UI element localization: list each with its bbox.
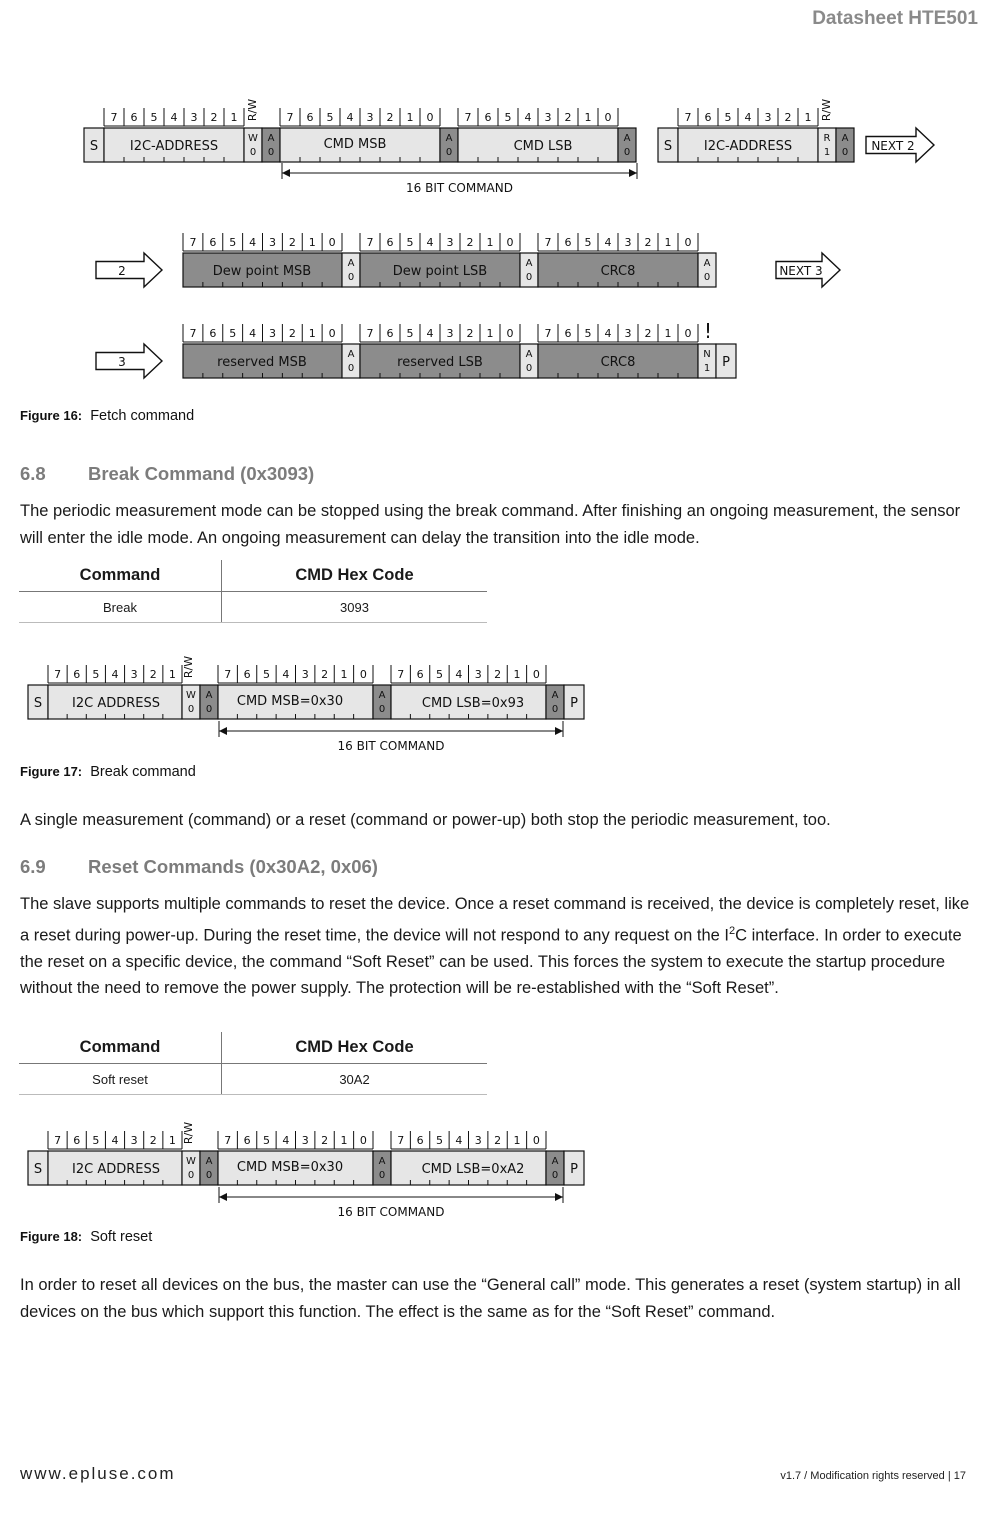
bracket-label: 16 BIT COMMAND <box>406 181 513 195</box>
caption-label: Figure 17: <box>20 764 83 779</box>
bit-number-label: 2 <box>288 236 296 249</box>
ack-bit-label: A <box>378 690 386 701</box>
bit-number-label: 0 <box>684 236 692 249</box>
bit-number-label: 1 <box>513 668 521 681</box>
bit-number-label: 3 <box>624 236 632 249</box>
bit-number-label: 4 <box>455 668 463 681</box>
bit-number-label: 3 <box>366 111 374 124</box>
bit-number-label: 7 <box>54 1134 62 1147</box>
bit-number-label: 6 <box>416 1134 424 1147</box>
bit-number-label: 4 <box>111 1134 119 1147</box>
cmd-msb-label: CMD MSB <box>323 137 387 152</box>
bit-number-label: 2 <box>494 1134 502 1147</box>
paragraph-text: C interface. In order to execute the reset on a specific device, the command “Soft Reset” can be used. This forces the system to execute the startup procedure without the need to remove the power supply. The protection will be re-established with the “Soft Reset”. <box>20 926 962 997</box>
table-header-hex: CMD Hex Code <box>222 1032 488 1064</box>
bit-number-label: 7 <box>286 111 294 124</box>
bit-number-label: 7 <box>224 668 232 681</box>
cmd-msb-label: CMD MSB=0x30 <box>236 1160 344 1175</box>
bit-number-label: 4 <box>170 111 178 124</box>
reserved-lsb-label: reserved LSB <box>397 355 483 370</box>
bit-number-label: 6 <box>306 111 314 124</box>
bit-number-label: 2 <box>466 236 474 249</box>
bit-number-label: 2 <box>288 327 296 340</box>
stop-bit-label: P <box>570 1162 578 1177</box>
ack-bit-label: A <box>205 1156 213 1167</box>
website-link[interactable]: www.epluse.com <box>20 1464 176 1483</box>
bit-number-label: 2 <box>321 1134 329 1147</box>
rw-label: R/W <box>182 1121 195 1145</box>
ack-bit-value: 0 <box>347 363 355 374</box>
section-number: 6.8 <box>20 463 46 484</box>
table-header-hex: CMD Hex Code <box>222 560 488 592</box>
ack-bit-label: A <box>841 133 849 144</box>
ack-bit-label: W <box>186 690 196 701</box>
bit-number-label: 1 <box>168 668 176 681</box>
bit-number-label: 3 <box>446 327 454 340</box>
bit-number-label: 3 <box>130 1134 138 1147</box>
bit-number-label: 5 <box>584 327 592 340</box>
continue-2-arrow-label: 2 <box>118 264 126 278</box>
i2c-address-label: I2C-ADDRESS <box>703 139 793 154</box>
warning-icon: ! <box>703 319 713 343</box>
ack-bit-value: 0 <box>445 147 453 158</box>
bit-number-label: 0 <box>426 111 434 124</box>
bit-number-label: 0 <box>506 236 514 249</box>
bit-number-label: 5 <box>229 236 237 249</box>
ack-bit-label: A <box>525 349 533 360</box>
bit-number-label: 4 <box>282 1134 290 1147</box>
bit-number-label: 6 <box>243 668 251 681</box>
section-6-8-paragraph: The periodic measurement mode can be stopped using the break command. After finishing an ongoing measurement, the sensor will enter the idle mode. An ongoing measurement can delay the transition into the idle mode. <box>20 502 961 547</box>
ack-bit-label: A <box>378 1156 386 1167</box>
bit-number-label: 6 <box>130 111 138 124</box>
ack-bit-label: A <box>205 690 213 701</box>
bit-number-label: 2 <box>644 236 652 249</box>
bit-number-label: 0 <box>532 1134 540 1147</box>
bit-number-label: 5 <box>435 1134 443 1147</box>
ack-bit-label: A <box>623 133 631 144</box>
bit-number-label: 6 <box>564 327 572 340</box>
ack-bit-value: 0 <box>841 147 849 158</box>
bit-number-label: 6 <box>564 236 572 249</box>
bit-number-label: 1 <box>513 1134 521 1147</box>
bit-number-label: 7 <box>397 1134 405 1147</box>
ack-bit-value: 0 <box>703 272 711 283</box>
bit-number-label: 5 <box>229 327 237 340</box>
bit-number-label: 4 <box>282 668 290 681</box>
bit-number-label: 0 <box>328 236 336 249</box>
ack-bit-value: 0 <box>187 704 195 715</box>
table-cell-hex: 30A2 <box>222 1064 488 1095</box>
bit-number-label: 4 <box>249 236 257 249</box>
bit-number-label: 7 <box>397 668 405 681</box>
table-header-command: Command <box>19 1032 222 1064</box>
cmd-lsb-label: CMD LSB <box>513 139 573 154</box>
caption-text: Soft reset <box>90 1229 153 1245</box>
bit-number-label: 6 <box>416 668 424 681</box>
next-2-arrow-label: NEXT 2 <box>871 139 915 153</box>
ack-bit-value: 0 <box>551 1170 559 1181</box>
bit-number-label: 4 <box>455 1134 463 1147</box>
next-3-arrow-label: NEXT 3 <box>779 264 823 278</box>
ack-bit-label: A <box>703 258 711 269</box>
after-figure-17-paragraph: A single measurement (command) or a reset (command or power-up) both stop the periodic measurement, too. <box>20 811 831 829</box>
section-heading: Reset Commands (0x30A2, 0x06) <box>88 856 378 877</box>
ack-bit-value: 0 <box>623 147 631 158</box>
closing-paragraph: In order to reset all devices on the bus, the master can use the “General call” mode. This generates a reset (system startup) in all devices on the bus which support this function. The effect is the same as for the “Soft Reset” command. <box>20 1276 961 1321</box>
bit-number-label: 3 <box>624 327 632 340</box>
bit-number-label: 1 <box>308 236 316 249</box>
bit-number-label: 5 <box>435 668 443 681</box>
bit-number-label: 2 <box>644 327 652 340</box>
bit-number-label: 5 <box>406 236 414 249</box>
bit-number-label: 5 <box>724 111 732 124</box>
bit-number-label: 6 <box>73 1134 81 1147</box>
caption-label: Figure 18: <box>20 1229 83 1244</box>
bit-number-label: 3 <box>474 668 482 681</box>
bit-number-label: 7 <box>684 111 692 124</box>
bit-number-label: 1 <box>340 1134 348 1147</box>
bit-number-label: 6 <box>73 668 81 681</box>
bit-number-label: 2 <box>784 111 792 124</box>
bit-number-label: 7 <box>110 111 118 124</box>
caption-text: Break command <box>90 764 196 780</box>
crc8-label: CRC8 <box>600 355 636 370</box>
ack-bit-label: A <box>445 133 453 144</box>
bit-number-label: 0 <box>328 327 336 340</box>
bit-number-label: 2 <box>149 1134 157 1147</box>
bit-number-label: 2 <box>564 111 572 124</box>
ack-bit-label: A <box>347 258 355 269</box>
bit-number-label: 3 <box>301 668 309 681</box>
rw-label: R/W <box>182 655 195 679</box>
ack-bit-label: W <box>248 133 258 144</box>
bit-number-label: 5 <box>150 111 158 124</box>
start-bit-label: S <box>33 1162 43 1177</box>
dew-point-msb-label: Dew point MSB <box>212 264 312 279</box>
bit-number-label: 1 <box>308 327 316 340</box>
bracket-arrowhead <box>555 1193 563 1201</box>
ack-bit-label: A <box>525 258 533 269</box>
bit-number-label: 4 <box>744 111 752 124</box>
bit-number-label: 6 <box>386 327 394 340</box>
ack-bit-label: R <box>823 133 831 144</box>
bit-number-label: 5 <box>262 668 270 681</box>
bit-number-label: 5 <box>92 1134 100 1147</box>
bit-number-label: 3 <box>474 1134 482 1147</box>
bit-number-label: 7 <box>366 236 374 249</box>
cmd-lsb-label: CMD LSB=0x93 <box>421 696 525 711</box>
start-bit-label: S <box>33 696 43 711</box>
crc8-label: CRC8 <box>600 264 636 279</box>
bit-number-label: 7 <box>189 236 197 249</box>
table-cell-command: Soft reset <box>19 1064 222 1095</box>
bit-number-label: 4 <box>249 327 257 340</box>
ack-bit-value: 0 <box>267 147 275 158</box>
bit-number-label: 4 <box>346 111 354 124</box>
stop-bit-label: P <box>722 355 730 370</box>
bit-number-label: 3 <box>268 236 276 249</box>
ack-bit-value: 0 <box>205 1170 213 1181</box>
bit-number-label: 2 <box>386 111 394 124</box>
ack-bit-label: N <box>703 349 711 360</box>
table-cell-command: Break <box>19 592 222 623</box>
stop-bit-label: P <box>570 696 578 711</box>
bit-number-label: 4 <box>426 236 434 249</box>
ack-bit-value: 0 <box>525 363 533 374</box>
reserved-msb-label: reserved MSB <box>217 355 307 370</box>
bit-number-label: 7 <box>544 327 552 340</box>
bit-number-label: 0 <box>532 668 540 681</box>
bit-number-label: 3 <box>764 111 772 124</box>
table-header-command: Command <box>19 560 222 592</box>
table-cell-hex: 3093 <box>222 592 488 623</box>
ack-bit-label: A <box>551 690 559 701</box>
section-number: 6.9 <box>20 856 46 877</box>
ack-bit-value: 1 <box>703 363 711 374</box>
bit-number-label: 1 <box>664 327 672 340</box>
ack-bit-value: 0 <box>378 704 386 715</box>
bit-number-label: 0 <box>359 668 367 681</box>
bit-number-label: 2 <box>466 327 474 340</box>
restart-bit-label: S <box>663 139 673 154</box>
bit-number-label: 2 <box>321 668 329 681</box>
superscript: 2 <box>728 924 736 937</box>
ack-bit-value: 0 <box>551 704 559 715</box>
bit-number-label: 1 <box>486 327 494 340</box>
bit-number-label: 4 <box>111 668 119 681</box>
bit-number-label: 1 <box>486 236 494 249</box>
bit-number-label: 7 <box>54 668 62 681</box>
rw-label: R/W <box>820 98 833 122</box>
bit-number-label: 2 <box>494 668 502 681</box>
ack-bit-value: 0 <box>205 704 213 715</box>
bit-number-label: 3 <box>544 111 552 124</box>
bit-number-label: 3 <box>268 327 276 340</box>
caption-label: Figure 16: <box>20 408 83 423</box>
bit-number-label: 6 <box>209 327 217 340</box>
start-bit-label: S <box>89 139 99 154</box>
bit-number-label: 4 <box>604 236 612 249</box>
bit-number-label: 5 <box>326 111 334 124</box>
bit-number-label: 3 <box>130 668 138 681</box>
bit-number-label: 2 <box>210 111 218 124</box>
ack-bit-label: W <box>186 1156 196 1167</box>
bit-number-label: 1 <box>340 668 348 681</box>
bit-number-label: 0 <box>359 1134 367 1147</box>
bit-number-label: 3 <box>446 236 454 249</box>
rw-label: R/W <box>246 98 259 122</box>
i2c-address-label: I2C-ADDRESS <box>129 139 219 154</box>
version-note: v1.7 / Modification rights reserved | 17 <box>780 1470 966 1482</box>
bracket-label: 16 BIT COMMAND <box>337 739 445 753</box>
bit-number-label: 3 <box>301 1134 309 1147</box>
bit-number-label: 1 <box>804 111 812 124</box>
bracket-label: 16 BIT COMMAND <box>337 1205 445 1219</box>
cmd-msb-label: CMD MSB=0x30 <box>236 694 344 709</box>
bit-number-label: 4 <box>426 327 434 340</box>
bit-number-label: 5 <box>504 111 512 124</box>
bit-number-label: 7 <box>224 1134 232 1147</box>
bit-number-label: 4 <box>604 327 612 340</box>
bit-number-label: 5 <box>262 1134 270 1147</box>
bit-number-label: 1 <box>168 1134 176 1147</box>
cmd-lsb-label: CMD LSB=0xA2 <box>421 1162 525 1177</box>
bit-number-label: 6 <box>704 111 712 124</box>
bit-number-label: 1 <box>230 111 238 124</box>
bit-number-label: 0 <box>604 111 612 124</box>
bit-number-label: 6 <box>209 236 217 249</box>
bit-number-label: 6 <box>484 111 492 124</box>
bit-number-label: 7 <box>189 327 197 340</box>
bit-number-label: 7 <box>366 327 374 340</box>
paragraph-text: The slave supports multiple commands to reset the device. Once a reset command is received, the device is completely reset, like a reset during power-up. During the reset time, the device will not respond to any request on the I <box>20 895 970 944</box>
bit-number-label: 5 <box>92 668 100 681</box>
ack-bit-value: 0 <box>187 1170 195 1181</box>
ack-bit-label: A <box>347 349 355 360</box>
dew-point-lsb-label: Dew point LSB <box>392 264 488 279</box>
ack-bit-value: 0 <box>525 272 533 283</box>
bracket-arrowhead <box>219 1193 227 1201</box>
bit-number-label: 5 <box>584 236 592 249</box>
bit-number-label: 4 <box>524 111 532 124</box>
bit-number-label: 7 <box>544 236 552 249</box>
caption-text: Fetch command <box>90 408 195 424</box>
ack-bit-value: 0 <box>249 147 257 158</box>
ack-bit-value: 0 <box>378 1170 386 1181</box>
ack-bit-label: A <box>551 1156 559 1167</box>
ack-bit-value: 0 <box>347 272 355 283</box>
bit-number-label: 6 <box>243 1134 251 1147</box>
continue-3-arrow-label: 3 <box>118 355 126 369</box>
bit-number-label: 2 <box>149 668 157 681</box>
i2c-address-label: I2C ADDRESS <box>72 696 160 711</box>
bit-number-label: 1 <box>584 111 592 124</box>
i2c-address-label: I2C ADDRESS <box>72 1162 160 1177</box>
bit-number-label: 3 <box>190 111 198 124</box>
ack-bit-value: 1 <box>823 147 831 158</box>
bit-number-label: 5 <box>406 327 414 340</box>
section-heading: Break Command (0x3093) <box>88 463 315 484</box>
document-title: Datasheet HTE501 <box>812 8 978 29</box>
bit-number-label: 1 <box>406 111 414 124</box>
figure-18-caption <box>20 1229 152 1245</box>
bit-number-label: 7 <box>464 111 472 124</box>
ack-bit-label: A <box>267 133 275 144</box>
bit-number-label: 1 <box>664 236 672 249</box>
bit-number-label: 0 <box>684 327 692 340</box>
bit-number-label: 0 <box>506 327 514 340</box>
bit-number-label: 6 <box>386 236 394 249</box>
